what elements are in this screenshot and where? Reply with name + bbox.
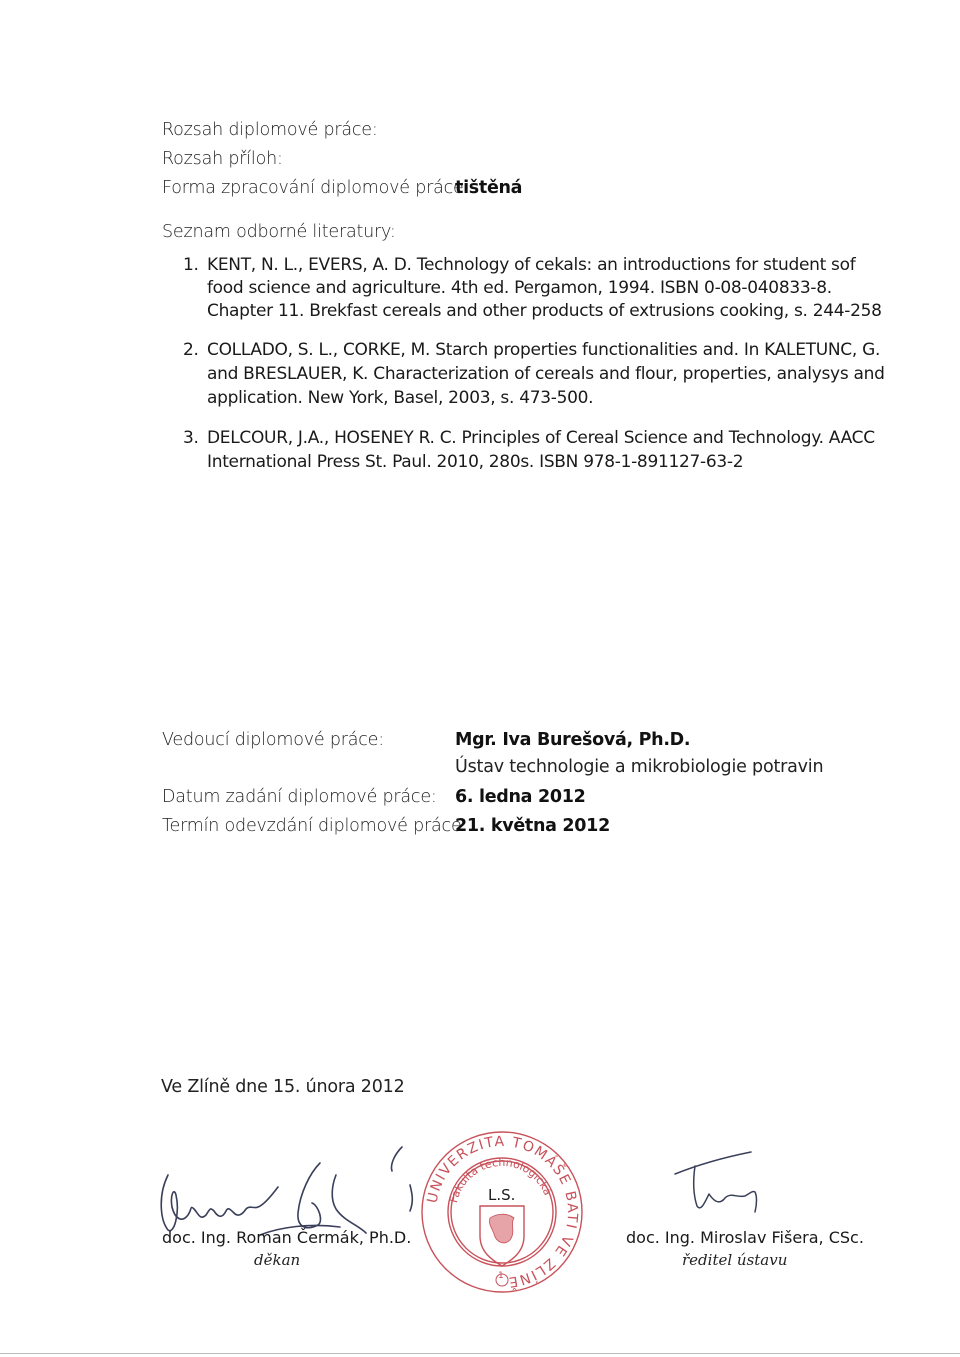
forma-label: Forma zpracování diplomové práce: (162, 178, 470, 198)
supervisor-institute: Ústav technologie a mikrobiologie potravin (455, 757, 824, 777)
literature-number: 3. (183, 428, 199, 448)
assigned-date-value: 6. ledna 2012 (455, 787, 586, 807)
due-date-value: 21. května 2012 (455, 816, 610, 836)
svg-text:UNIVERZITA TOMÁŠE BATI VE ZLÍN: UNIVERZITA TOMÁŠE BATI VE ZLÍNĚ (424, 1133, 581, 1290)
dean-role: děkan (254, 1251, 301, 1269)
director-signature (665, 1140, 775, 1220)
director-role: ředitel ústavu (682, 1251, 788, 1269)
literature-heading: Seznam odborné literatury: (162, 222, 396, 242)
scan-edge-line (0, 1353, 960, 1354)
literature-line: application. New York, Basel, 2003, s. 473-500. (207, 388, 594, 408)
literature-line: COLLADO, S. L., CORKE, M. Starch properties functionalities and. In KALETUNC, G. (207, 340, 881, 360)
director-name: doc. Ing. Miroslav Fišera, CSc. (626, 1228, 864, 1247)
literature-line: food science and agriculture. 4th ed. Pergamon, 1994. ISBN 0-08-040833-8. (207, 278, 832, 298)
literature-line: and BRESLAUER, K. Characterization of cereals and flour, properties, analysys and (207, 364, 885, 384)
stamp-center-text: L.S. (488, 1186, 516, 1204)
dean-name: doc. Ing. Roman Čermák, Ph.D. (162, 1228, 412, 1247)
due-date-label: Termín odevzdání diplomové práce: (162, 816, 468, 836)
literature-line: DELCOUR, J.A., HOSENEY R. C. Principles of Cereal Science and Technology. AACC (207, 428, 875, 448)
forma-value: tištěná (455, 178, 523, 198)
literature-line: International Press St. Paul. 2010, 280s. ISBN 978-1-891127-63-2 (207, 452, 744, 472)
place-date: Ve Zlíně dne 15. února 2012 (161, 1077, 405, 1097)
literature-line: Chapter 11. Brekfast cereals and other products of extrusions cooking, s. 244-258 (207, 301, 882, 321)
literature-number: 2. (183, 340, 199, 360)
assigned-date-label: Datum zadání diplomové práce: (162, 787, 437, 807)
svg-text:Fakulta technologická: Fakulta technologická (447, 1155, 555, 1205)
rozsah-prace-label: Rozsah diplomové práce: (162, 120, 378, 140)
stamp-number: 1 (498, 1271, 504, 1281)
rozsah-priloh-label: Rozsah příloh: (162, 149, 283, 169)
literature-number: 1. (183, 255, 199, 275)
literature-line: KENT, N. L., EVERS, A. D. Technology of cekals: an introductions for student sof (207, 255, 856, 275)
supervisor-label: Vedoucí diplomové práce: (162, 730, 384, 750)
supervisor-name: Mgr. Iva Burešová, Ph.D. (455, 730, 691, 750)
